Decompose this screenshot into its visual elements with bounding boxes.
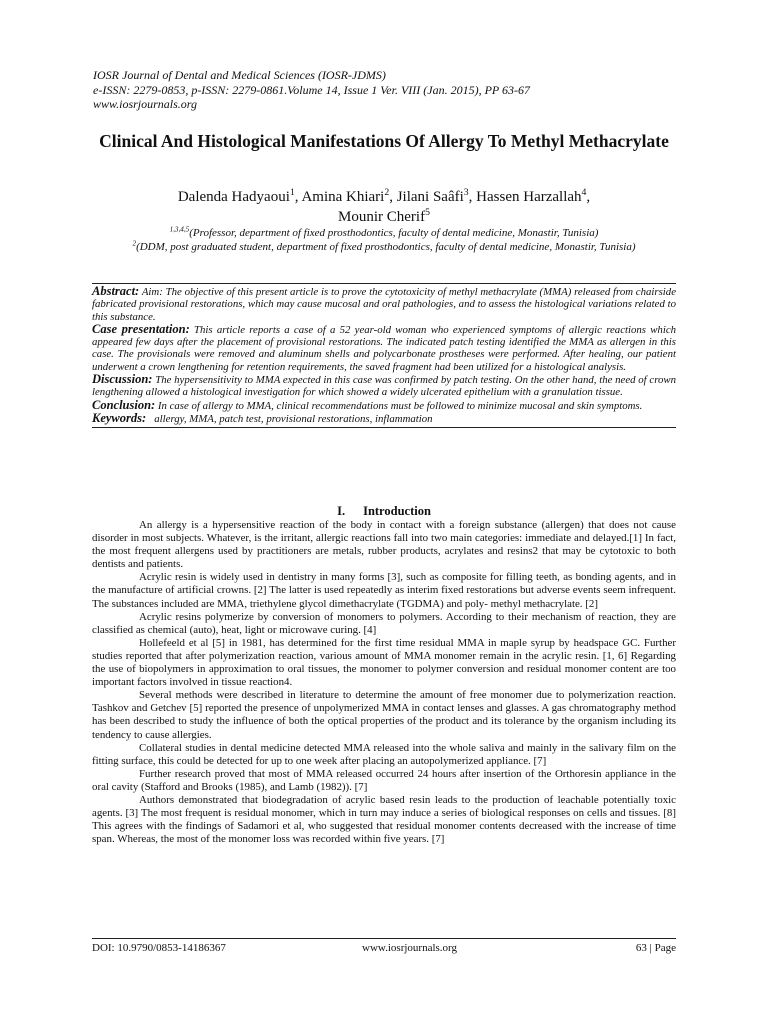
affiliation-mark: 2 <box>132 238 137 247</box>
discussion-label: Discussion: <box>92 372 153 387</box>
author-name: Amina Khiari <box>301 189 385 205</box>
journal-name: IOSR Journal of Dental and Medical Sciences (IOSR-JDMS) <box>93 68 386 82</box>
affiliations <box>80 227 688 254</box>
journal-website: www.iosrjournals.org <box>93 97 198 111</box>
section-title: Introduction <box>363 504 431 518</box>
footer-website: www.iosrjournals.org <box>362 942 458 954</box>
author-affiliation-mark: 4 <box>581 187 587 198</box>
introduction-body <box>92 519 676 846</box>
discussion-paragraph <box>92 373 676 399</box>
case-presentation-label: Case presentation: <box>92 321 190 336</box>
abstract-text: Aim: The objective of this present article is to prove the cytotoxicity of methyl methacrylate (MMA) released from chairside fabricated provisional restorations, which may cause mucosal and oral pathologies, and to assess the histological variations related to this substance. <box>92 286 676 323</box>
conclusion-label: Conclusion: <box>92 397 156 412</box>
keywords-text: allergy, MMA, patch test, provisional restorations, inflammation <box>154 412 433 425</box>
keywords-label: Keywords: <box>92 410 147 425</box>
discussion-text: The hypersensitivity to MMA expected in this case was confirmed by patch testing. On the other hand, the need of crown lengthening allowed a histological investigation for which showed a widely ulcerated epithelium with a granulation tissue. <box>92 374 676 399</box>
page-footer <box>92 938 676 954</box>
abstract-box <box>92 283 676 428</box>
author-name: Dalenda Hadyaoui <box>177 189 290 205</box>
affiliation-text: (DDM, post graduated student, department of fixed prosthodontics, faculty of dental medicine, Monastir, Tunisia) <box>136 240 636 253</box>
body-paragraph: Hollefeeld et al [5] in 1981, has determined for the first time residual MMA in maple syrup by headspace GC. Further studies reported that after polymerization reaction, various amount of MMA monomer remain in the acrylic resin. [1, 6] Regarding the use of biopolymers in approximation to oral tissues, the monomer to polymer conversion and residual monomer content are too important factors involved in tissue reaction4. <box>92 636 676 689</box>
body-paragraph: An allergy is a hypersensitive reaction of the body in contact with a foreign substance (allergen) that does not cause disorder in most subjects. Whatever, is the irritant, allergic reactions fall into two main categories: immediate and delayed.[1] In fact, the most frequent allergens used by practitioners are metals, rubber products, acrylates and resins2 that may be cytotoxic to both dentists and patients. <box>92 519 676 571</box>
body-paragraph: Acrylic resin is widely used in dentistry in many forms [3], such as composite for filling teeth, as bonding agents, and in the manufacture of artificial crowns. [2] The latter is used repeatedly as interim fixed restorations but adverse events seem infrequent. The substances included are MMA, triethylene glycol dimethacrylate (TGDMA) and poly- methyl methacrylate. [2] <box>92 571 676 610</box>
body-paragraph: Acrylic resins polymerize by conversion of monomers to polymers. According to their mechanism of reaction, they are classified as chemical (auto), heat, light or microwave curing. [4] <box>92 610 676 636</box>
abstract-label: Abstract: <box>92 284 140 298</box>
conclusion-text: In case of allergy to MMA, clinical recommendations must be followed to minimize mucosal and skin symptoms. <box>157 399 643 412</box>
footer-page-number: 63 | Page <box>635 942 676 954</box>
affiliation-text: (Professor, department of fixed prosthodontics, faculty of dental medicine, Monastir, Tunisia) <box>189 227 599 239</box>
journal-issn: e-ISSN: 2279-0853, p-ISSN: 2279-0861.Volume 14, Issue 1 Ver. VIII (Jan. 2015), PP 63-67 <box>93 82 531 97</box>
affiliation-line <box>80 238 688 255</box>
body-paragraph: Collateral studies in dental medicine detected MMA released into the whole saliva and mainly in the salivary film on the fitting surface, this could be detected for up to one week after placing an autopolymerized appliance. [7] <box>92 741 676 767</box>
affiliation-line <box>80 227 688 241</box>
author-name: Mounir Cherif <box>338 209 426 225</box>
body-paragraph: Authors demonstrated that biodegradation of acrylic based resin leads to the production of leachable potentially toxic agents. [3] The most frequent is residual monomer, which in turn may induce a series of biological responses on cells and tissues. [8] This agrees with the findings of Sadamori et al, who suggested that residual monomer contents decreased with the increase of time span. Whereas, the most of the monomer loss was recorded within five years. [7] <box>92 793 676 846</box>
affiliation-mark: 1,3,4,5 <box>169 225 190 234</box>
footer-doi: DOI: 10.9790/0853-14186367 <box>92 942 226 954</box>
case-presentation-text: This article reports a case of a 52 year-old woman who experienced symptoms of allergic reactions which appeared few days after the placement of provisional restorations. The indicated patch testing identified the MMA as allergen in this case. The provisionals were removed and aluminum shells and polycarbonate prostheses were performed. After healing, our patient underwent a crown lengthening for retention requirements, the saved fragment had been utilized for a histological analysis. <box>92 323 677 373</box>
body-paragraph: Further research proved that most of MMA released occurred 24 hours after insertion of the Orthoresin appliance in the oral cavity (Stafford and Brooks (1985), and Lamb (1982)). [7] <box>92 767 676 793</box>
conclusion-paragraph <box>92 399 676 412</box>
journal-header <box>93 68 693 112</box>
abstract-paragraph <box>92 285 676 323</box>
author-affiliation-mark: 5 <box>425 207 430 218</box>
paper-title: Clinical And Histological Manifestations Of Allergy To Methyl Methacrylate <box>99 131 669 151</box>
author-affiliation-mark: 3 <box>463 187 469 198</box>
keywords-paragraph <box>92 412 676 425</box>
case-presentation-paragraph <box>92 323 676 373</box>
section-number: I. <box>337 504 346 518</box>
author-name: Jilani Saâfi <box>396 189 464 205</box>
author-list: Dalenda Hadyaoui$^1$, Amina Khiari$^2$, Jilani Saâfi$^3$, Hassen Harzallah$^4$, Mounir Cherif$^5$ <box>177 187 591 225</box>
section-heading <box>80 504 688 519</box>
author-affiliation-mark: 2 <box>384 187 390 198</box>
author-affiliation-mark: 1 <box>289 187 295 198</box>
author-name: Hassen Harzallah <box>476 189 582 205</box>
body-paragraph: Several methods were described in literature to determine the amount of free monomer due to polymerization reaction. Tashkov and Getchev [5] reported the presence of unpolymerized MMA in contact lenses and glasses. A gas chromatography method has been described to study the influence of both the optical properties of the product and its tolerance by the organism including its tendency to cause allergies. <box>92 689 676 741</box>
